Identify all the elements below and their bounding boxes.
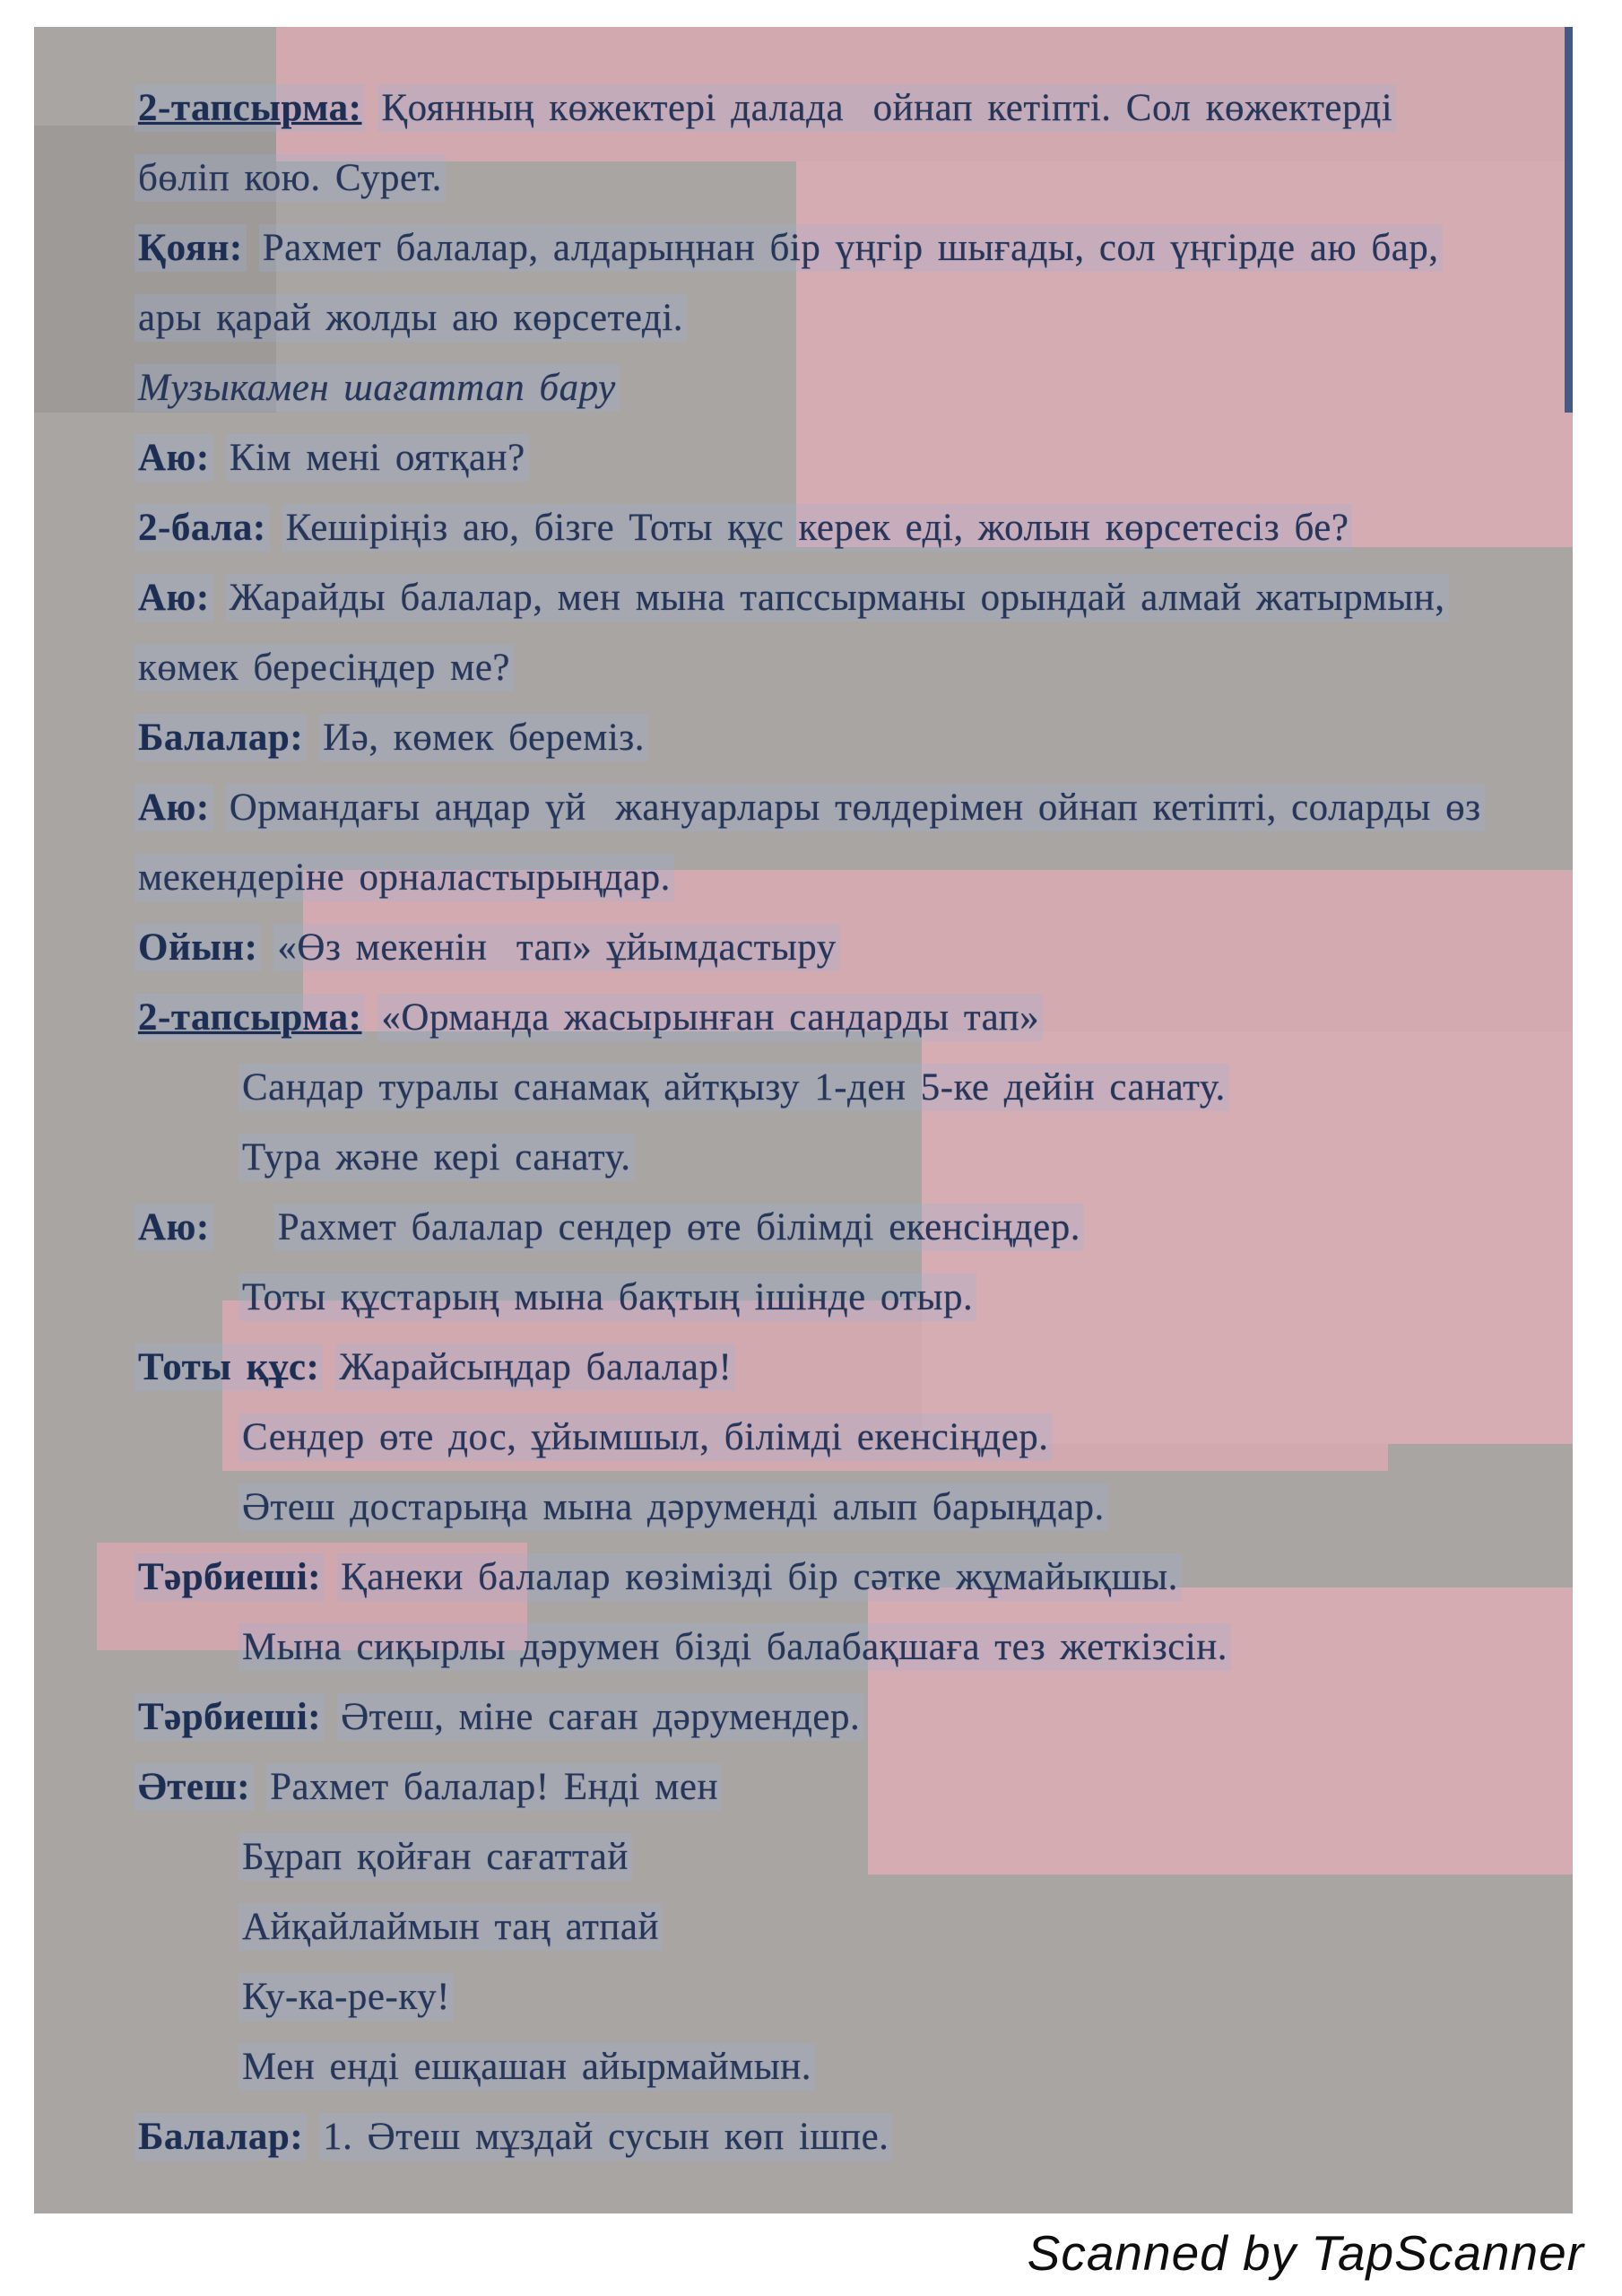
text-line (134, 2102, 1556, 2172)
text-line (134, 493, 1556, 563)
line-text: көмек бересіңдер ме? (134, 644, 514, 691)
text-line (134, 913, 1556, 983)
line-text: Әтеш достарыңа мына дәруменді алып барыңдар. (239, 1483, 1108, 1531)
tapscanner-watermark: Scanned by TapScanner (1027, 2225, 1584, 2281)
text-line (134, 633, 1556, 703)
text-line (134, 1752, 1556, 1822)
line-text: Мына сиқырлы дәрумен бізді балабақшаға тез жеткізсін. (239, 1623, 1231, 1671)
speaker-label: Аю: (134, 434, 213, 482)
line-text: Сандар туралы санамақ айтқызу 1-ден 5-ке дейін санату. (239, 1064, 1229, 1111)
text-line (134, 353, 1556, 423)
text-line (134, 1473, 1556, 1543)
text-line (134, 1683, 1556, 1752)
line-text: Музыкамен шағаттап бару (134, 364, 620, 412)
line-text: Кешіріңіз аю, бізге Тоты құс керек еді, жолын көрсетесіз бе? (282, 504, 1353, 552)
scan-edge-artifact (1565, 27, 1573, 413)
scan-photo-area (34, 27, 1573, 2213)
line-text: Тура және кері санату. (239, 1134, 635, 1181)
line-text: ары қарай жолды аю көрсетеді. (134, 294, 687, 342)
line-text: Ормандағы аңдар үй жануарлары төлдерімен ойнап кетіпті, соларды өз (226, 784, 1485, 831)
text-line (134, 2032, 1556, 2102)
text-line (134, 1892, 1556, 1962)
text-line (134, 1403, 1556, 1473)
line-text: Айқайлаймын таң атпай (239, 1903, 663, 1951)
text-line (134, 213, 1556, 283)
line-text: Әтеш, міне саған дәрумендер. (337, 1693, 863, 1741)
text-line (134, 703, 1556, 773)
text-line (134, 1543, 1556, 1613)
text-line (134, 1053, 1556, 1123)
line-text: 1. Әтеш мұздай сусын көп ішпе. (319, 2113, 892, 2161)
text-line (134, 144, 1556, 213)
text-line (134, 423, 1556, 493)
speaker-label: 2-тапсырма: (134, 994, 365, 1041)
text-line (134, 1123, 1556, 1193)
speaker-label: 2-бала: (134, 504, 270, 552)
line-text: Тоты құстарың мына бақтың ішінде отыр. (239, 1274, 976, 1321)
speaker-label: Әтеш: (134, 1763, 254, 1811)
speaker-label: Аю: (134, 1204, 213, 1251)
speaker-label: Балалар: (134, 2113, 307, 2161)
text-line (134, 563, 1556, 633)
line-text: Рахмет балалар, алдарыңнан бір үңгір шығады, сол үңгірде аю бар, (259, 224, 1443, 272)
text-line (134, 1962, 1556, 2032)
line-text: Бұрап қойған сағаттай (239, 1833, 632, 1881)
speaker-label: Қоян: (134, 224, 247, 272)
line-text: Кім мені оятқан? (226, 434, 529, 482)
line-text: Ку-ка-ре-ку! (239, 1973, 454, 2021)
text-line (134, 1263, 1556, 1333)
line-text: Қанеки балалар көзімізді бір сәтке жұмайықшы. (337, 1553, 1182, 1601)
text-line (134, 283, 1556, 353)
line-text: Сендер өте дос, ұйымшыл, білімді екенсіңдер. (239, 1413, 1053, 1461)
line-text: Қоянның көжектері далада ойнап кетіпті. Сол көжектерді (377, 84, 1396, 132)
speaker-label: Тәрбиеші: (134, 1693, 325, 1741)
text-line (134, 773, 1556, 843)
line-text: Мен енді ешқашан айырмаймын. (239, 2043, 815, 2091)
line-text: «Өз мекенін тап» ұйымдастыру (273, 924, 839, 971)
line-text: Рахмет балалар! Енді мен (266, 1763, 722, 1811)
line-text: Жарайды балалар, мен мына тапссырманы орындай алмай жатырмын, (226, 574, 1449, 622)
speaker-label: Аю: (134, 784, 213, 831)
text-line (134, 983, 1556, 1053)
line-text: Жарайсыңдар балалар! (335, 1344, 735, 1391)
line-text: «Орманда жасырынған сандарды тап» (377, 994, 1043, 1041)
line-text: Рахмет балалар сендер өте білімді екенсіңдер. (274, 1204, 1084, 1251)
text-line (134, 843, 1556, 913)
line-text: мекендеріне орналастырыңдар. (134, 854, 674, 901)
speaker-label: Тоты құс: (134, 1344, 323, 1391)
text-line (134, 1613, 1556, 1683)
speaker-label: Ойын: (134, 924, 261, 971)
text-line (134, 1822, 1556, 1892)
text-line (134, 74, 1556, 144)
line-text: Иә, көмек береміз. (319, 714, 648, 761)
speaker-label: Балалар: (134, 714, 307, 761)
speaker-label: Аю: (134, 574, 213, 622)
text-line (134, 1193, 1556, 1263)
speaker-label: 2-тапсырма: (134, 84, 365, 132)
text-line (134, 1333, 1556, 1403)
line-text: бөліп кою. Сурет. (134, 154, 446, 202)
document-text (134, 74, 1556, 2172)
speaker-label: Тәрбиеші: (134, 1553, 325, 1601)
